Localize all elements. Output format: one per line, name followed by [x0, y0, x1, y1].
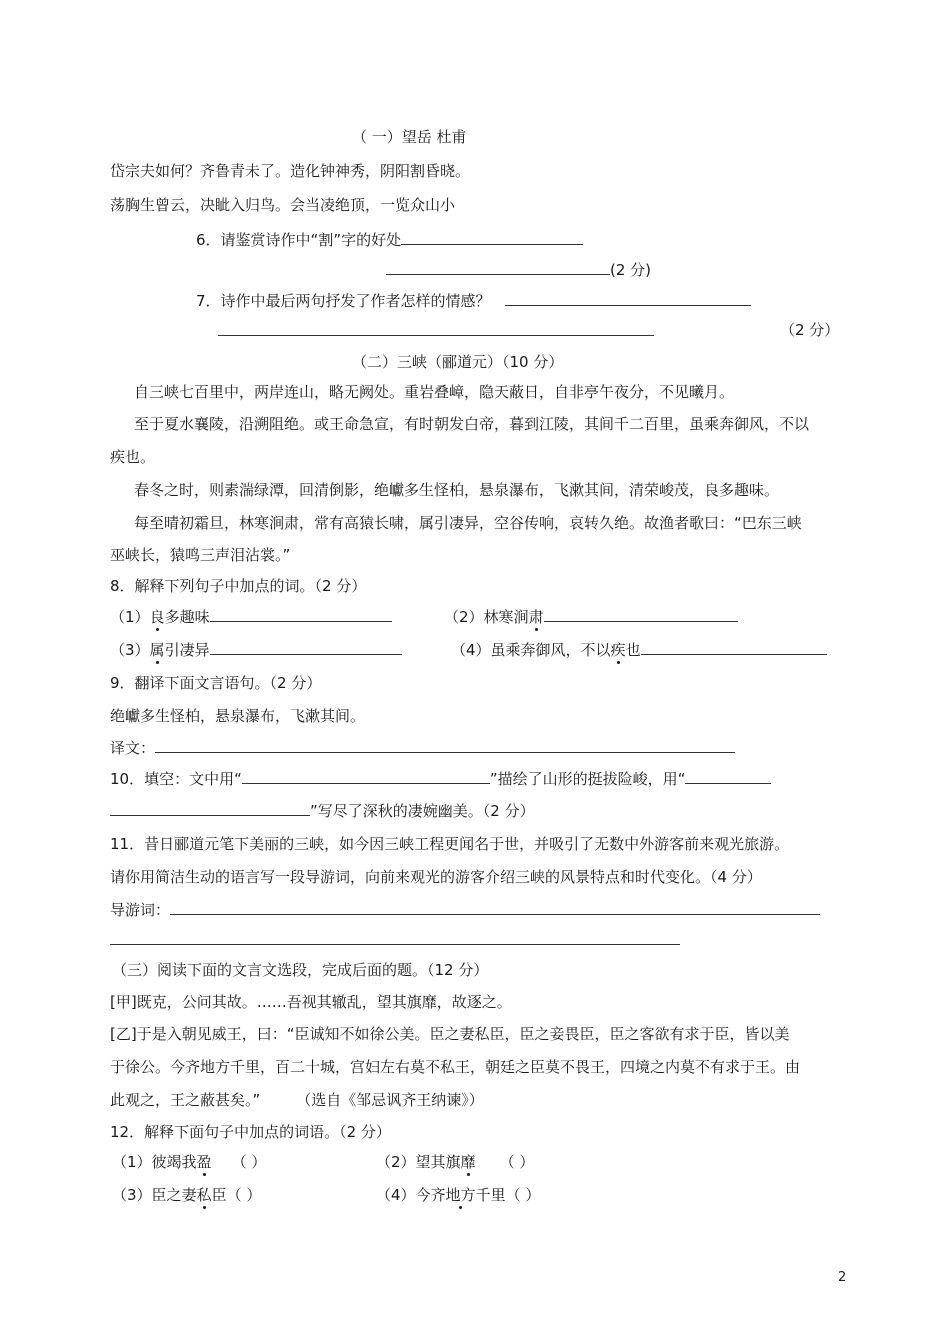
answer-blank[interactable] — [641, 639, 827, 655]
dotted-word: 靡 — [460, 1153, 476, 1171]
dotted-word: 私 — [196, 1186, 212, 1204]
passage-3-title: （三）阅读下面的文言文选段，完成后面的题。（12 分） — [112, 961, 489, 979]
question-12-item-3: （3）臣之妻私臣（ ） — [112, 1186, 262, 1204]
question-6-line-2 — [386, 259, 651, 280]
question-10: 10．填空：文中用“ ”描绘了山形的挺拔险峻，用“ — [110, 768, 771, 789]
answer-line[interactable] — [110, 944, 680, 945]
question-7 — [196, 290, 751, 311]
answer-blank[interactable] — [505, 290, 751, 306]
answer-blank[interactable] — [155, 737, 735, 753]
question-9-answer: 译文： — [110, 737, 735, 758]
passage-2-para-2: 至于夏水襄陵，沿溯阻绝。或王命急宣，有时朝发白帝，暮到江陵，其间千二百里，虽乘奔御风，不以 — [134, 415, 810, 433]
passage-2-para-2-cont: 疾也。 — [110, 448, 156, 466]
question-12-item-4: （4）今齐地方千里（ ） — [376, 1186, 541, 1204]
answer-blank[interactable] — [218, 320, 654, 336]
answer-blank[interactable] — [401, 229, 583, 245]
page-number: 2 — [838, 1270, 847, 1285]
passage-2-title: （二）三峡（郦道元）（10 分） — [352, 353, 564, 371]
answer-parens[interactable]: （ ） — [226, 1186, 262, 1204]
poem-title: （ 一）望岳 杜甫 — [352, 128, 467, 146]
dotted-word: 疾 — [610, 641, 626, 659]
answer-parens[interactable]: （ ） — [231, 1153, 267, 1171]
question-12-stem: 12．解释下面句子中加点的词语。（2 分） — [110, 1123, 391, 1141]
question-8-item-1: （1）良多趣味 — [110, 606, 392, 627]
answer-blank[interactable] — [210, 639, 402, 655]
answer-blank[interactable] — [242, 768, 490, 784]
passage-2-para-1: 自三峡七百里中，两岸连山，略无阙处。重岩叠嶂，隐天蔽日，自非亭午夜分，不见曦月。 — [134, 383, 735, 401]
question-6 — [196, 229, 583, 250]
passage-3-source: （选自《邹忌讽齐王纳谏》） — [296, 1091, 484, 1109]
passage-3-jia: [甲]既克，公问其故。……吾视其辙乱，望其旗靡，故逐之。 — [110, 993, 512, 1011]
question-7-score: （2 分） — [780, 321, 840, 339]
question-6-score: (2 分) — [610, 261, 652, 279]
dotted-word: 良 — [149, 608, 165, 626]
question-9-stem: 9．翻译下面文言语句。（2 分） — [110, 674, 322, 692]
poem-line-2: 荡胸生曾云，决眦入归鸟。会当凌绝顶，一览众山小 — [110, 196, 456, 214]
answer-blank[interactable] — [685, 768, 771, 784]
answer-blank[interactable] — [386, 259, 610, 275]
poem-line-1: 岱宗夫如何？齐鲁青未了。造化钟神秀，阴阳割昏晓。 — [110, 162, 471, 180]
passage-2-para-4-cont: 巫峡长，猿鸣三声泪沾裳。” — [110, 546, 291, 564]
passage-3-yi-1: [乙]于是入朝见威王，曰：“臣诚知不如徐公美。臣之妻私臣，臣之妾畏臣，臣之客欲有求于臣，皆以美 — [110, 1025, 790, 1043]
dotted-word: 肃 — [528, 608, 544, 626]
answer-blank[interactable] — [170, 899, 820, 915]
question-8-item-4: （4）虽乘奔御风，不以疾也 — [451, 639, 827, 660]
question-8-item-2: （2）林寒涧肃 — [444, 606, 738, 627]
answer-blank[interactable] — [210, 606, 392, 622]
question-11-line-2: 请你用简洁生动的语言写一段导游词，向前来观光的游客介绍三峡的风景特点和时代变化。（4 分） — [110, 868, 762, 886]
question-6-text: 6．请鉴赏诗作中“割”字的好处 — [196, 231, 402, 249]
question-9-sentence: 绝巘多生怪柏，悬泉瀑布，飞漱其间。 — [110, 707, 366, 725]
question-11-line-1: 11．昔日郦道元笔下美丽的三峡，如今因三峡工程更闻名于世，并吸引了无数中外游客前来观光旅游。 — [110, 835, 790, 853]
question-11-answer: 导游词： — [110, 899, 820, 920]
dotted-word: 地方 — [445, 1186, 476, 1204]
dotted-word: 盈 — [196, 1153, 212, 1171]
question-8-stem: 8．解释下列句子中加点的词。（2 分） — [110, 577, 367, 595]
question-7-text: 7．诗作中最后两句抒发了作者怎样的情感？ — [196, 292, 491, 310]
passage-3-yi-2: 于徐公。今齐地方千里，百二十城，宫妇左右莫不私王，朝廷之臣莫不畏王，四境之内莫不有求于王。由 — [110, 1058, 801, 1076]
dotted-word: 属 — [149, 641, 165, 659]
answer-parens[interactable]: （ ） — [505, 1186, 541, 1204]
question-8-item-3: （3）属引凄异 — [110, 639, 402, 660]
passage-2-para-4: 每至晴初霜旦，林寒涧肃，常有高猿长啸，属引凄异，空谷传响，哀转久绝。故渔者歌曰：“巴东三峡 — [134, 514, 802, 532]
passage-3-yi-3: 此观之，王之蔽甚矣。” （选自《邹忌讽齐王纳谏》） — [110, 1091, 484, 1109]
answer-parens[interactable]: （ ） — [499, 1153, 535, 1171]
answer-blank[interactable] — [544, 606, 738, 622]
question-10-cont: ”写尽了深秋的凄婉幽美。（2 分） — [110, 800, 535, 821]
question-12-item-1: （1）彼竭我盈 （ ） — [112, 1153, 267, 1171]
answer-blank[interactable] — [110, 800, 310, 816]
question-7-line-2 — [218, 320, 654, 341]
question-12-item-2: （2）望其旗靡 （ ） — [376, 1153, 535, 1171]
passage-2-para-3: 春冬之时，则素湍绿潭，回清倒影，绝巘多生怪柏，悬泉瀑布，飞漱其间，清荣峻茂，良多趣味。 — [134, 481, 780, 499]
